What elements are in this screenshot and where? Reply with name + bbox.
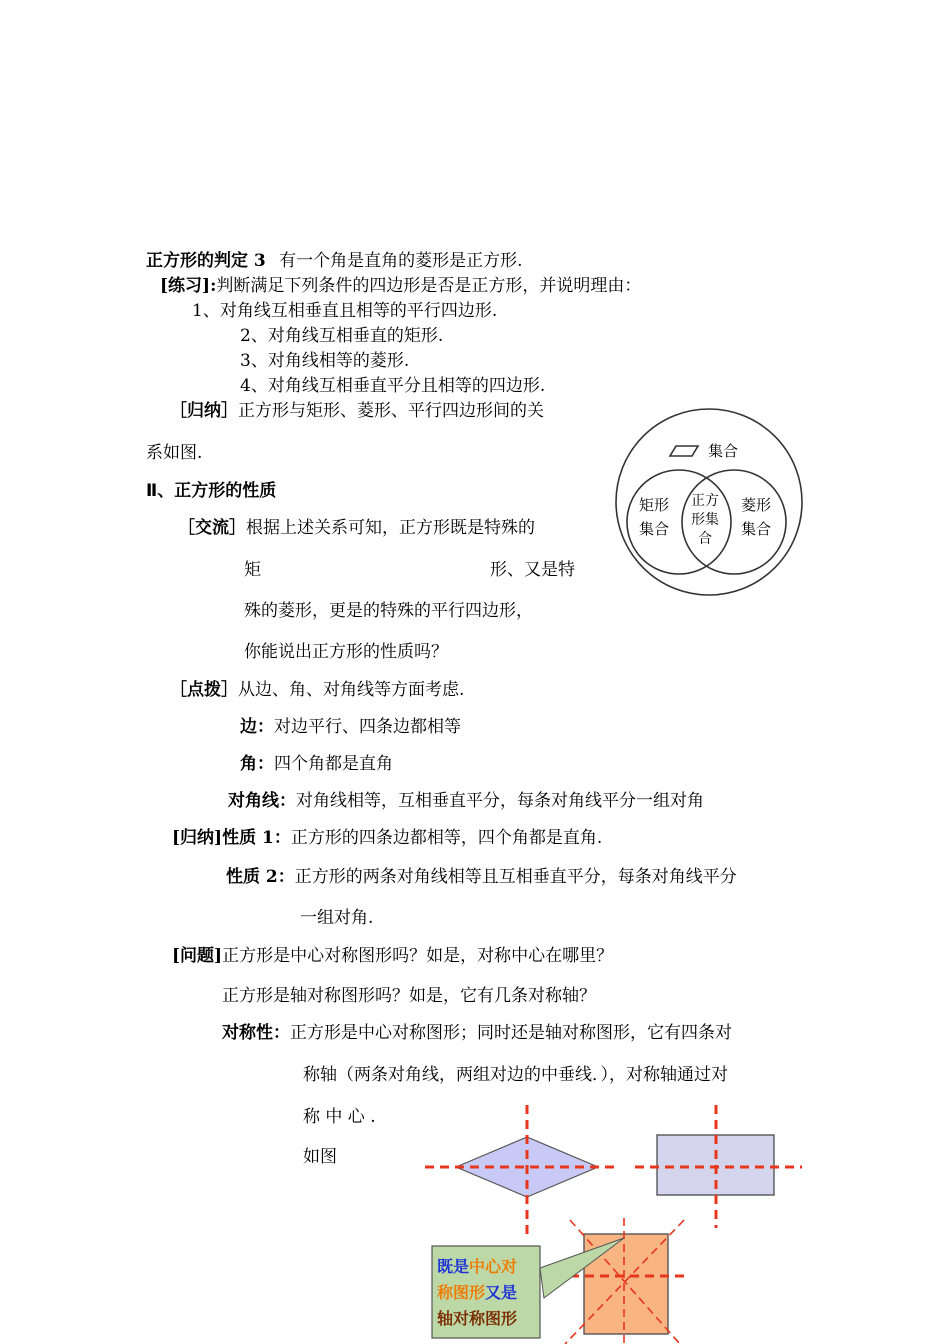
hint-text: 从边、角、对角线等方面考虑. xyxy=(238,680,465,700)
exchange-line-2b: 形、又是特 xyxy=(490,560,575,580)
exchange-line-2a: 矩 xyxy=(244,560,261,580)
practice xyxy=(160,275,641,297)
property-angles xyxy=(240,753,393,775)
section-title: Ⅱ、正方形的性质 xyxy=(146,481,277,501)
property-1-label: 性质 1： xyxy=(222,828,291,848)
summary-2 xyxy=(172,827,602,849)
practice-item-4: 4、对角线互相垂直平分且相等的四边形. xyxy=(240,376,546,396)
summary-1-label: ［归纳］ xyxy=(170,401,238,421)
property-angles-text: 四个角都是直角 xyxy=(274,754,393,774)
exchange-line-1: 根据上述关系可知，正方形既是特殊的 xyxy=(246,518,535,538)
definition-3-label: 正方形的判定 3 xyxy=(146,251,266,271)
summary-2-label: [归纳] xyxy=(172,828,223,848)
callout-line-1: 既是中心对 xyxy=(437,1257,518,1276)
property-2-text-2: 一组对角. xyxy=(300,908,374,928)
venn-square-label-3: 合 xyxy=(698,531,712,547)
callout-line-2: 称图形又是 xyxy=(437,1283,518,1302)
property-diagonals xyxy=(228,790,704,812)
practice-item-2: 2、对角线互相垂直的矩形. xyxy=(240,326,444,346)
property-diagonals-text: 对角线相等，互相垂直平分，每条对角线平分一组对角 xyxy=(296,791,704,811)
property-1-text: 正方形的四条边都相等，四个角都是直角. xyxy=(290,828,603,848)
venn-rectangle-label-2: 集合 xyxy=(639,520,670,538)
property-angles-label: 角： xyxy=(240,754,274,774)
parallelogram-icon xyxy=(670,446,698,456)
venn-outer-label: 集合 xyxy=(708,442,739,460)
symmetry-line-4: 如图 xyxy=(303,1147,337,1167)
hint-label: ［点拨］ xyxy=(170,680,238,700)
summary-1 xyxy=(170,400,544,422)
practice-item-1: 1、对角线互相垂直且相等的平行四边形. xyxy=(192,301,498,321)
practice-text: 判断满足下列条件的四边形是否是正方形，并说明理由： xyxy=(216,276,642,296)
symmetry-line-2: 称轴（两条对角线，两组对边的中垂线．），对称轴通过对 xyxy=(303,1065,728,1085)
question-label: [问题] xyxy=(172,946,223,966)
question-line-1: 正方形是中心对称图形吗？如是，对称中心在哪里？ xyxy=(222,946,614,966)
summary-1-text-2: 系如图. xyxy=(146,443,203,463)
venn-square-label-1: 正方 xyxy=(691,493,719,509)
definition-3 xyxy=(146,250,523,272)
practice-label: [练习]: xyxy=(160,276,217,296)
property-2-label: 性质 2： xyxy=(226,867,295,887)
exchange-line-4: 你能说出正方形的性质吗？ xyxy=(244,642,448,662)
practice-item-3: 3、对角线相等的菱形. xyxy=(240,351,410,371)
venn-rhombus-label-1: 菱形 xyxy=(741,496,772,514)
symmetry-label: 对称性： xyxy=(222,1023,290,1043)
property-sides-text: 对边平行、四条边都相等 xyxy=(274,717,461,737)
exchange-label: ［交流］ xyxy=(178,518,246,538)
venn-diagram xyxy=(606,404,812,600)
venn-rectangle-label-1: 矩形 xyxy=(639,496,670,514)
venn-rhombus-label-2: 集合 xyxy=(741,520,772,538)
symmetry-figures xyxy=(420,1100,810,1344)
symmetry xyxy=(222,1022,732,1044)
question xyxy=(172,945,613,967)
property-2-text-1: 正方形的两条对角线相等且互相垂直平分，每条对角线平分 xyxy=(294,867,737,887)
property-sides-label: 边： xyxy=(240,717,274,737)
venn-square-label-2: 形集 xyxy=(691,512,719,528)
property-diagonals-label: 对角线： xyxy=(228,791,296,811)
hint xyxy=(170,679,464,701)
summary-1-text: 正方形与矩形、菱形、平行四边形间的关 xyxy=(238,401,544,421)
exchange-line-3: 殊的菱形，更是的特殊的平行四边形， xyxy=(244,601,533,621)
symmetry-line-1: 正方形是中心对称图形；同时还是轴对称图形，它有四条对 xyxy=(290,1023,732,1043)
callout-line-3: 轴对称图形 xyxy=(437,1309,518,1328)
exchange xyxy=(178,517,535,539)
symmetry-line-3: 称 中 心 . xyxy=(303,1107,376,1127)
definition-3-text: 有一个角是直角的菱形是正方形. xyxy=(279,251,523,271)
property-sides xyxy=(240,716,461,738)
property-2 xyxy=(226,866,737,888)
question-line-2: 正方形是轴对称图形吗？如是，它有几条对称轴？ xyxy=(222,986,596,1006)
